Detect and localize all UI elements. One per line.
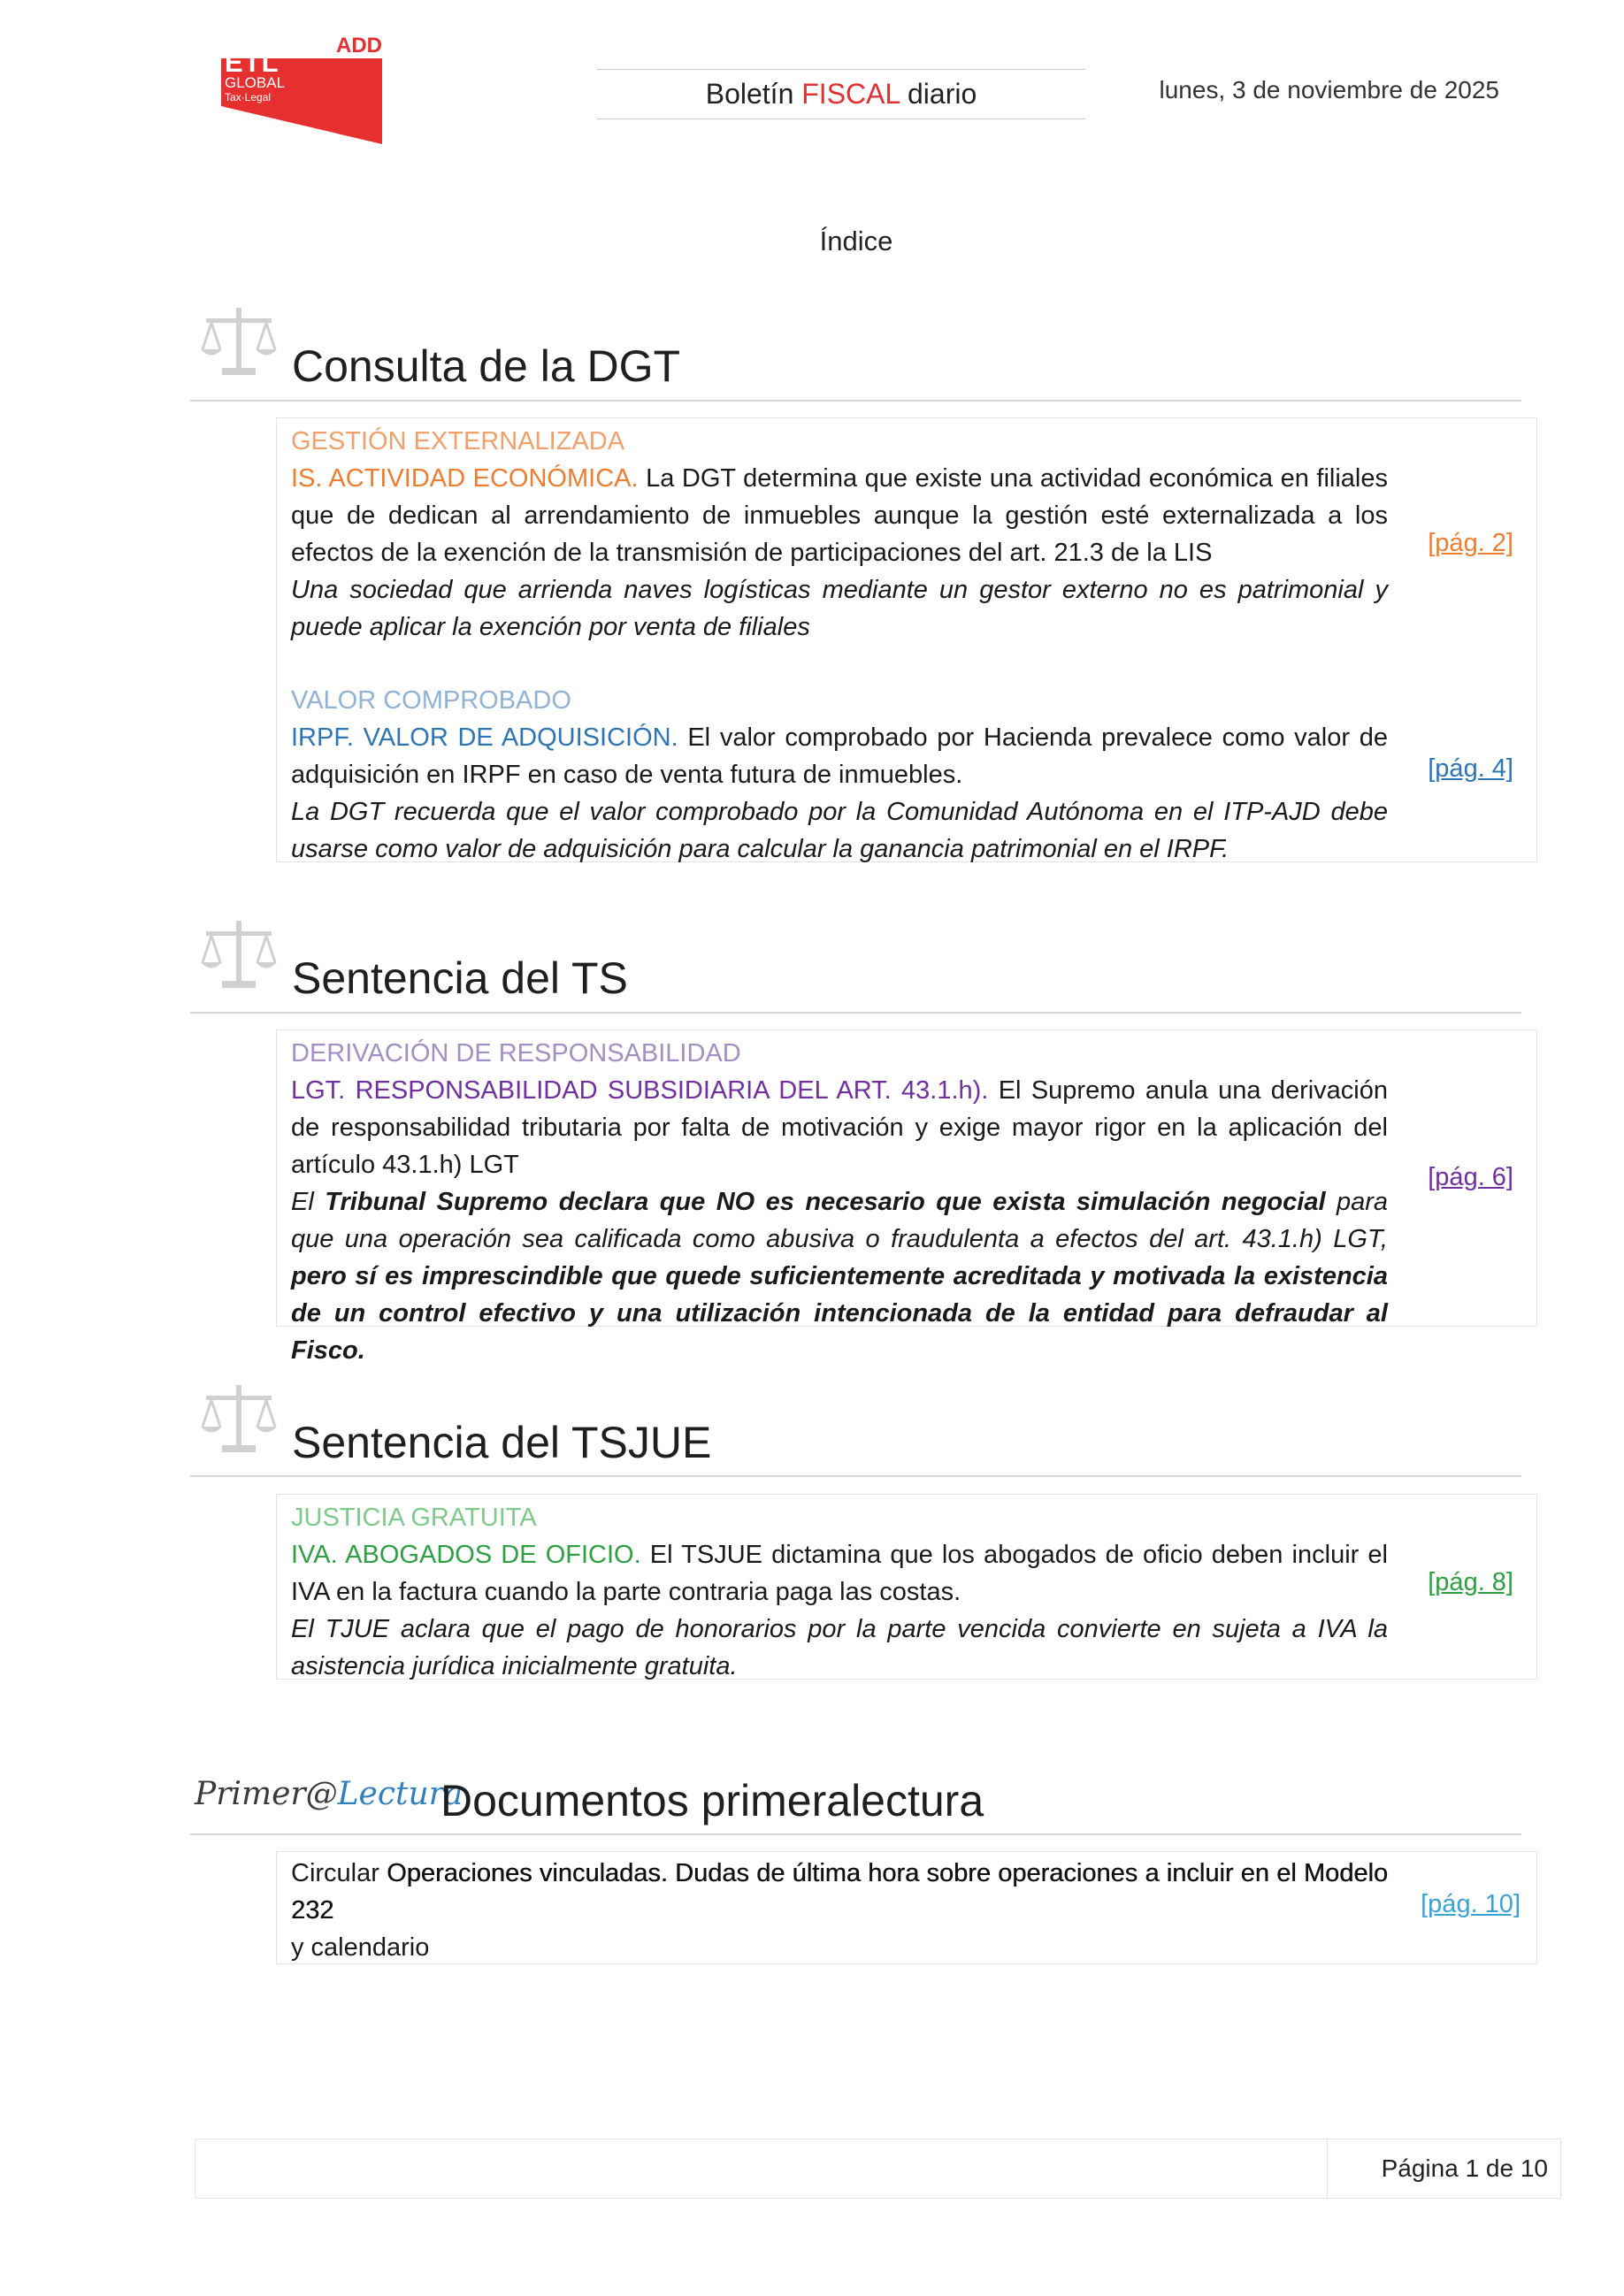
section-divider (190, 1833, 1521, 1835)
page-link-10[interactable]: [pág. 10] (1421, 1890, 1521, 1918)
entry-text: El valor comprobado por Hacienda prevalece como valor de adquisición en IRPF en caso de venta futura de inmuebles. (291, 723, 1388, 789)
summary-bold-part: Tribunal Supremo declara que NO es necesario que exista simulación negocial (325, 1188, 1326, 1216)
entry-category: VALOR COMPROBADO (291, 686, 571, 715)
section-divider (190, 1475, 1521, 1477)
section-divider (190, 400, 1521, 402)
summary-bold-part: pero sí es imprescindible que quede suficientemente acreditada y motivada la existencia de un control efectivo y una utilización intencionada de la entidad para defraudar al Fisco. (291, 1262, 1388, 1365)
summary-part: El (291, 1188, 326, 1216)
summary-part: para que una operación sea calificada como abusiva o fraudulenta a efectos del art. 43.1.h) LGT, (291, 1188, 1388, 1253)
scale-of-justice-icon (199, 301, 279, 380)
entries-box-tsjue (276, 1494, 1537, 1680)
section-title-tsjue: Sentencia del TSJUE (292, 1418, 712, 1467)
scale-of-justice-icon (199, 914, 279, 993)
index-title: Índice (819, 226, 893, 256)
scale-of-justice-icon (199, 1378, 279, 1458)
entry-circular (291, 1855, 1388, 1966)
page-number: Página 1 de 10 (1381, 2154, 1548, 2182)
page-link-8[interactable]: [pág. 8] (1428, 1568, 1513, 1596)
entry-text: La DGT determina que existe una actividad económica en filiales que de dedican al arrendamiento de inmuebles aunque la gestión esté externalizada a los efectos de la exención de la transmisión de participaciones del art. 21.3 de la LIS (291, 464, 1388, 567)
etl-global-logo (221, 34, 385, 144)
entry-justicia-gratuita (291, 1499, 1388, 1685)
logo-sub-text: Tax·Legal (225, 91, 272, 103)
entry-bold-title: Operaciones vinculadas. Dudas de última hora sobre operaciones a incluir en el Modelo 232 (291, 1859, 1388, 1925)
entry-suffix: y calendario (291, 1933, 430, 1962)
title-suffix: diario (900, 78, 977, 110)
section-title-primeralectura: Documentos primeralectura (440, 1776, 984, 1825)
entry-category: JUSTICIA GRATUITA (291, 1504, 537, 1532)
logo-brand-text: ETL (225, 47, 280, 78)
entry-lead: LGT. RESPONSABILIDAD SUBSIDIARIA DEL ART. 43.1.h). (291, 1076, 989, 1105)
entry-lead: IRPF. VALOR DE ADQUISICIÓN. (291, 723, 678, 752)
entry-prefix: Circular (291, 1859, 387, 1887)
logo-global-text: GLOBAL (225, 74, 286, 91)
section-title-ts: Sentencia del TS (292, 953, 628, 1003)
section-divider (190, 1012, 1521, 1014)
entry-lead: IVA. ABOGADOS DE OFICIO. (291, 1541, 641, 1569)
entries-box-primeralectura (276, 1851, 1537, 1964)
entry-summary (291, 1183, 1388, 1369)
entry-category: GESTIÓN EXTERNALIZADA (291, 427, 625, 455)
entry-text: El TSJUE dictamina que los abogados de oficio deben incluir el IVA en la factura cuando la parte contraria paga las costas. (291, 1541, 1388, 1606)
logo-part: Primer@ (195, 1776, 338, 1812)
entry-category: DERIVACIÓN DE RESPONSABILIDAD (291, 1039, 741, 1068)
page-link-2[interactable]: [pág. 2] (1428, 529, 1513, 557)
title-prefix: Boletín (705, 78, 802, 110)
bulletin-title (597, 69, 1085, 119)
page-link-6[interactable]: [pág. 6] (1428, 1163, 1513, 1191)
entry-summary: La DGT recuerda que el valor comprobado por la Comunidad Autónoma en el ITP-AJD debe usarse como valor de adquisición para calcular la ganancia patrimonial en el IRPF. (291, 798, 1388, 863)
entry-gestion-externalizada (291, 423, 1388, 646)
entry-valor-comprobado (291, 682, 1388, 868)
entry-lead: IS. ACTIVIDAD ECONÓMICA. (291, 464, 639, 493)
page-link-4[interactable]: [pág. 4] (1428, 754, 1513, 783)
entry-summary: Una sociedad que arrienda naves logísticas mediante un gestor externo no es patrimonial y puede aplicar la exención por venta de filiales (291, 576, 1388, 641)
entries-box-ts (276, 1029, 1537, 1365)
section-title-dgt: Consulta de la DGT (292, 341, 681, 391)
entries-box-dgt (276, 417, 1537, 862)
entry-text: El Supremo anula una derivación de responsabilidad tributaria por falta de motivación y exige mayor rigor en la aplicación del artículo 43.1.h) LGT (291, 1076, 1388, 1179)
logo-part: Lectura (337, 1776, 463, 1812)
title-highlight: FISCAL (801, 78, 900, 110)
entry-derivacion-responsabilidad (291, 1035, 1388, 1369)
primeralectura-logo (195, 1776, 463, 1812)
entry-summary: El TJUE aclara que el pago de honorarios por la parte vencida convierte en sujeta a IVA la asistencia jurídica inicialmente gratuita. (291, 1615, 1388, 1680)
bulletin-date: lunes, 3 de noviembre de 2025 (1159, 76, 1499, 103)
logo-add-text: ADD (336, 34, 382, 57)
